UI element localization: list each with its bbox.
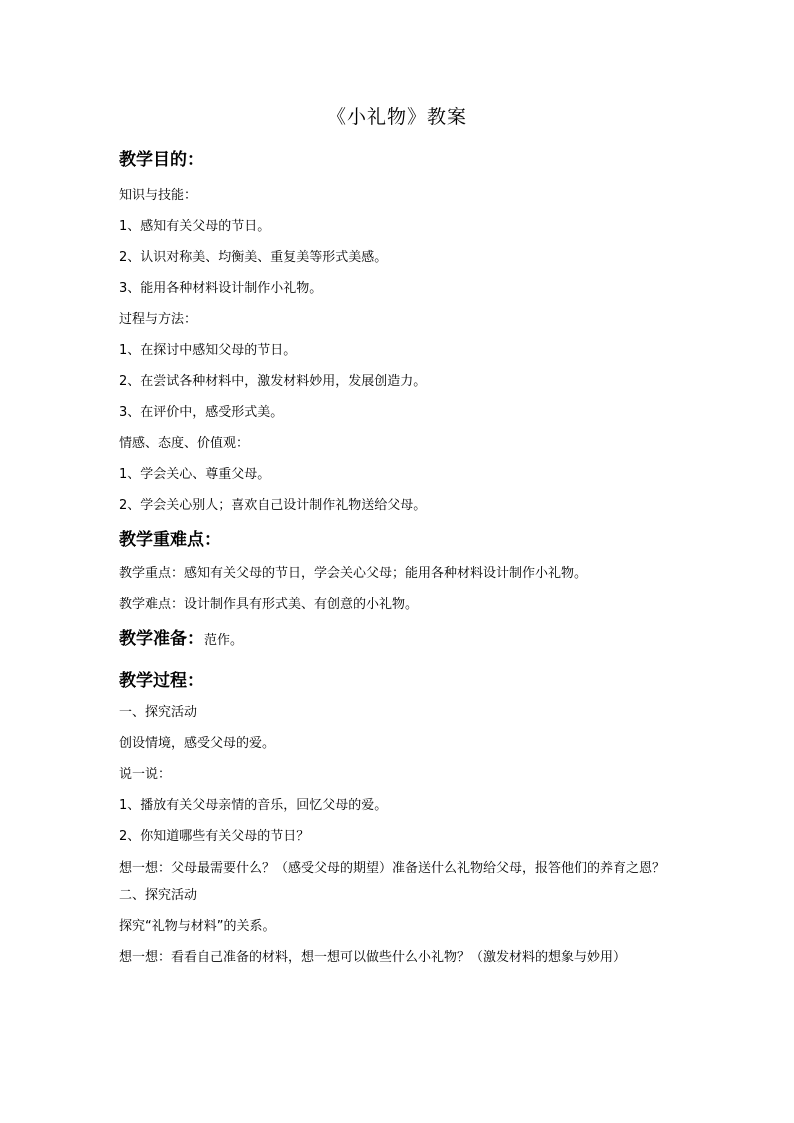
process-method-label: 过程与方法：: [119, 312, 198, 327]
part1-item-2: 2、你知道哪些有关父母的节日？: [119, 829, 310, 844]
process-heading: 教学过程：: [119, 671, 204, 691]
knowledge-item-2: 2、认识对称美、均衡美、重复美等形式美感。: [119, 250, 388, 265]
preparation-line: [119, 625, 679, 655]
objectives-heading: 教学目的：: [119, 150, 204, 170]
part1-intro: 创设情境，感受父母的爱。: [119, 736, 276, 751]
key-focus-text: 教学重点：感知有关父母的节日，学会关心父母；能用各种材料设计制作小礼物。: [119, 566, 588, 581]
process-method-item-3: 3、在评价中，感受形式美。: [119, 405, 284, 420]
knowledge-label: 知识与技能：: [119, 188, 198, 203]
emotion-label: 情感、态度、价值观：: [119, 436, 250, 451]
knowledge-item-1: 1、感知有关父母的节日。: [119, 219, 271, 234]
process-method-item-2: 2、在尝试各种材料中，激发材料妙用，发展创造力。: [119, 374, 427, 389]
key-difficulty-text: 教学难点：设计制作具有形式美、有创意的小礼物。: [119, 597, 419, 612]
key-points-heading: 教学重难点：: [119, 530, 221, 550]
preparation-text: 范作。: [204, 633, 244, 648]
document-body: [119, 146, 679, 968]
process-method-item-1: 1、在探讨中感知父母的节日。: [119, 343, 297, 358]
part1-think: 想一想：父母最需要什么？（感受父母的期望）准备送什么礼物给父母，报答他们的养育之恩？: [119, 861, 666, 876]
part2-think: 想一想：看看自己准备的材料，想一想可以做些什么小礼物？（激发材料的想象与妙用）: [119, 950, 627, 965]
knowledge-item-3: 3、能用各种材料设计制作小礼物。: [119, 281, 323, 296]
part1-say: 说一说：: [119, 767, 172, 782]
part2-title: 二、探究活动: [119, 888, 198, 903]
part2-intro: 探究“礼物与材料”的关系。: [119, 919, 276, 934]
preparation-heading: 教学准备：: [119, 629, 204, 649]
part1-title: 一、探究活动: [119, 705, 198, 720]
emotion-item-1: 1、学会关心、尊重父母。: [119, 467, 271, 482]
document-title: 《小礼物》教案: [326, 106, 467, 128]
emotion-item-2: 2、学会关心别人；喜欢自己设计制作礼物送给父母。: [119, 498, 427, 513]
part1-item-1: 1、播放有关父母亲情的音乐，回忆父母的爱。: [119, 798, 388, 813]
